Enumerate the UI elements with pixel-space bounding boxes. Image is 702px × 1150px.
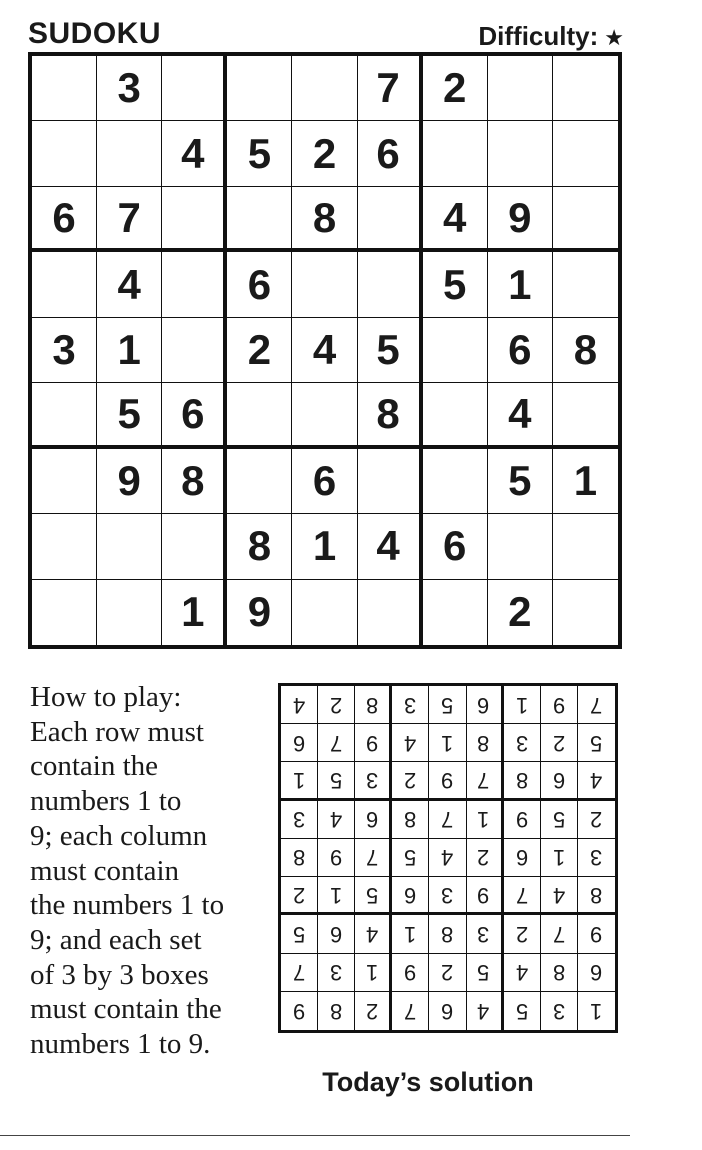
solution-digit: 7 [366,845,379,871]
solution-digit: 8 [590,882,603,908]
solution-digit: 8 [515,768,528,794]
sudoku-cell-r3-c9[interactable] [553,187,618,252]
sudoku-cell-r8-c3[interactable] [162,514,227,579]
solution-digit: 8 [366,692,379,718]
solution-digit: 5 [330,768,343,794]
sudoku-cell-r1-c1[interactable] [32,56,97,121]
sudoku-cell-r9-c9[interactable] [553,580,618,645]
solution-digit: 3 [404,692,417,718]
solution-digit: 9 [441,768,454,794]
solution-cell [392,877,429,915]
solution-cell [429,801,466,839]
solution-cell [355,724,392,762]
solution-digit: 5 [366,882,379,908]
solution-cell [467,762,504,800]
solution-digit: 8 [292,845,306,871]
solution-digit: 1 [330,882,343,908]
sudoku-cell-r8-c2[interactable] [97,514,162,579]
sudoku-cell-r9-c1[interactable] [32,580,97,645]
sudoku-cell-r6-c7[interactable] [423,383,488,448]
solution-cell [541,724,578,762]
solution-digit: 3 [330,960,343,986]
sudoku-cell-r4-c2[interactable]: 4 [97,252,162,317]
sudoku-cell-r7-c4[interactable] [227,449,292,514]
solution-cell [392,801,429,839]
sudoku-cell-r3-c7[interactable]: 4 [423,187,488,252]
solution-cell [392,954,429,992]
solution-digit: 4 [292,692,306,718]
solution-cell [318,686,355,724]
sudoku-cell-r1-c2[interactable]: 3 [97,56,162,121]
solution-cell [355,992,392,1030]
sudoku-cell-r1-c8[interactable] [488,56,553,121]
solution-cell [541,762,578,800]
sudoku-cell-r3-c4[interactable] [227,187,292,252]
instruction-line: contain the [30,750,159,783]
solution-digit: 3 [366,768,379,794]
sudoku-cell-r2-c2[interactable] [97,121,162,186]
bottom-divider [0,1135,630,1136]
solution-cell [504,839,541,877]
solution-cell [318,839,355,877]
sudoku-cell-r2-c8[interactable] [488,121,553,186]
solution-digit: 4 [477,998,490,1024]
solution-cell [467,877,504,915]
solution-cell [318,915,355,953]
solution-digit: 3 [441,882,454,908]
solution-digit: 7 [590,692,603,718]
solution-cell [467,724,504,762]
solution-cell [429,877,466,915]
solution-digit: 1 [477,807,490,833]
sudoku-cell-r3-c2[interactable]: 7 [97,187,162,252]
instruction-line: must contain [30,854,180,887]
solution-digit: 9 [477,882,490,908]
solution-digit: 2 [330,692,343,718]
solution-cell [578,877,615,915]
solution-cell [467,992,504,1030]
solution-digit: 3 [292,807,306,833]
solution-cell [541,839,578,877]
solution-digit: 1 [552,845,565,871]
sudoku-cell-r2-c5[interactable]: 2 [292,121,357,186]
solution-digit: 2 [477,845,490,871]
solution-cell [318,992,355,1030]
sudoku-cell-r9-c6[interactable] [358,580,423,645]
solution-cell [467,686,504,724]
sudoku-cell-r8-c6[interactable]: 4 [358,514,423,579]
solution-digit: 3 [477,921,490,947]
solution-cell [578,992,615,1030]
solution-cell [578,915,615,953]
sudoku-cell-r2-c1[interactable] [32,121,97,186]
sudoku-cell-r7-c5[interactable]: 6 [292,449,357,514]
solution-cell [355,686,392,724]
sudoku-cell-r5-c9[interactable]: 8 [553,318,618,383]
solution-cell [318,762,355,800]
sudoku-cell-r5-c2[interactable]: 1 [97,318,162,383]
solution-digit: 3 [590,845,603,871]
solution-cell [541,954,578,992]
sudoku-cell-r7-c1[interactable] [32,449,97,514]
solution-cell [429,762,466,800]
solution-cell [429,954,466,992]
sudoku-cell-r1-c5[interactable] [292,56,357,121]
solution-cell [504,877,541,915]
solution-digit: 3 [515,730,528,756]
sudoku-cell-r6-c8[interactable]: 4 [488,383,553,448]
instruction-line: 9; and each set [30,923,202,956]
solution-cell [504,992,541,1030]
solution-cell [578,954,615,992]
solution-cell [504,762,541,800]
solution-cell [392,762,429,800]
sudoku-cell-r8-c4[interactable]: 8 [227,514,292,579]
solution-cell [578,762,615,800]
star-icon: ★ [604,26,624,51]
solution-cell [504,686,541,724]
solution-digit: 2 [590,807,603,833]
solution-digit: 5 [515,998,528,1024]
solution-digit: 1 [292,768,306,794]
sudoku-cell-r8-c8[interactable] [488,514,553,579]
solution-cell [578,686,615,724]
solution-cell [467,839,504,877]
solution-cell [281,877,318,915]
sudoku-cell-r7-c2[interactable]: 9 [97,449,162,514]
solution-digit: 8 [404,807,417,833]
sudoku-cell-r4-c4[interactable]: 6 [227,252,292,317]
solution-cell [355,954,392,992]
solution-digit: 6 [404,882,417,908]
instruction-line: 9; each column [30,819,208,852]
instruction-line: numbers 1 to 9. [30,1028,211,1061]
sudoku-cell-r4-c3[interactable] [162,252,227,317]
sudoku-cell-r3-c1[interactable]: 6 [32,187,97,252]
sudoku-cell-r6-c2[interactable]: 5 [97,383,162,448]
sudoku-cell-r5-c4[interactable]: 2 [227,318,292,383]
solution-digit: 2 [404,768,417,794]
solution-cell [281,915,318,953]
sudoku-cell-r2-c3[interactable]: 4 [162,121,227,186]
sudoku-cell-r2-c7[interactable] [423,121,488,186]
sudoku-cell-r8-c1[interactable] [32,514,97,579]
sudoku-cell-r5-c3[interactable] [162,318,227,383]
solution-cell [392,915,429,953]
solution-digit: 9 [515,807,528,833]
solution-cell [578,839,615,877]
sudoku-cell-r1-c3[interactable] [162,56,227,121]
sudoku-cell-r7-c6[interactable] [358,449,423,514]
solution-cell [429,839,466,877]
solution-cell [541,992,578,1030]
difficulty-label: Difficulty: [478,21,599,51]
solution-cell [318,724,355,762]
solution-digit: 6 [477,692,490,718]
solution-digit: 6 [590,960,603,986]
solution-cell [355,762,392,800]
solution-cell [578,724,615,762]
solution-cell [281,801,318,839]
sudoku-cell-r1-c4[interactable] [227,56,292,121]
sudoku-cell-r5-c8[interactable]: 6 [488,318,553,383]
solution-digit: 4 [515,960,528,986]
sudoku-cell-r3-c5[interactable]: 8 [292,187,357,252]
solution-cell [504,724,541,762]
solution-digit: 9 [330,845,343,871]
solution-digit: 4 [330,807,343,833]
sudoku-cell-r9-c8[interactable]: 2 [488,580,553,645]
solution-cell [318,954,355,992]
sudoku-cell-r7-c7[interactable] [423,449,488,514]
sudoku-cell-r7-c8[interactable]: 5 [488,449,553,514]
instruction-line: the numbers 1 to [30,889,225,922]
solution-digit: 5 [590,730,603,756]
sudoku-cell-r6-c6[interactable]: 8 [358,383,423,448]
sudoku-cell-r5-c1[interactable]: 3 [32,318,97,383]
solution-digit: 2 [366,998,379,1024]
solution-digit: 7 [515,882,528,908]
solution-digit: 4 [441,845,454,871]
solution-cell [578,801,615,839]
solution-digit: 7 [404,998,417,1024]
solution-digit: 7 [330,730,343,756]
sudoku-cell-r1-c7[interactable]: 2 [423,56,488,121]
solution-digit: 8 [552,960,565,986]
solution-cell [281,762,318,800]
solution-digit: 2 [441,960,454,986]
solution-cell [429,915,466,953]
sudoku-cell-r5-c5[interactable]: 4 [292,318,357,383]
solution-digit: 2 [552,730,565,756]
solution-digit: 7 [441,807,454,833]
solution-cell [504,954,541,992]
solution-cell [355,801,392,839]
solution-digit: 4 [366,921,379,947]
sudoku-cell-r6-c1[interactable] [32,383,97,448]
solution-digit: 7 [292,960,306,986]
solution-digit: 6 [366,807,379,833]
solution-digit: 9 [366,730,379,756]
solution-digit: 9 [590,921,603,947]
solution-digit: 4 [590,768,603,794]
page-title: SUDOKU [28,17,162,50]
instruction-line: How to play: [30,681,182,713]
sudoku-cell-r5-c6[interactable]: 5 [358,318,423,383]
solution-digit: 4 [552,882,565,908]
instruction-line: Each row must [30,715,204,748]
solution-cell [392,992,429,1030]
sudoku-cell-r6-c3[interactable]: 6 [162,383,227,448]
how-to-play-instructions [30,680,270,1062]
solution-digit: 4 [404,730,417,756]
sudoku-cell-r5-c7[interactable] [423,318,488,383]
sudoku-grid [28,52,622,649]
solution-digit: 1 [441,730,454,756]
solution-cell [318,877,355,915]
sudoku-cell-r9-c2[interactable] [97,580,162,645]
solution-cell [541,915,578,953]
sudoku-cell-r2-c9[interactable] [553,121,618,186]
sudoku-cell-r6-c4[interactable] [227,383,292,448]
solution-cell [318,801,355,839]
solution-digit: 6 [292,730,306,756]
solution-digit: 2 [515,921,528,947]
sudoku-cell-r6-c5[interactable] [292,383,357,448]
solution-digit: 5 [292,921,306,947]
solution-cell [392,839,429,877]
solution-digit: 9 [292,998,306,1024]
solution-digit: 8 [441,921,454,947]
solution-digit: 6 [330,921,343,947]
sudoku-cell-r4-c5[interactable] [292,252,357,317]
sudoku-cell-r4-c8[interactable]: 1 [488,252,553,317]
sudoku-cell-r9-c4[interactable]: 9 [227,580,292,645]
sudoku-cell-r2-c4[interactable]: 5 [227,121,292,186]
instruction-line: of 3 by 3 boxes [30,958,209,991]
solution-cell [392,724,429,762]
sudoku-cell-r7-c3[interactable]: 8 [162,449,227,514]
solution-cell [281,724,318,762]
sudoku-cell-r1-c6[interactable]: 7 [358,56,423,121]
solution-digit: 5 [404,845,417,871]
solution-cell [281,686,318,724]
sudoku-cell-r9-c3[interactable]: 1 [162,580,227,645]
solution-cell [504,915,541,953]
solution-cell [281,954,318,992]
solution-digit: 5 [441,692,454,718]
solution-grid [278,683,618,1033]
solution-caption: Today’s solution [322,1067,534,1097]
solution-digit: 8 [330,998,343,1024]
solution-digit: 6 [441,998,454,1024]
sudoku-cell-r2-c6[interactable]: 6 [358,121,423,186]
solution-cell [541,877,578,915]
solution-cell [467,954,504,992]
solution-cell [429,686,466,724]
solution-digit: 1 [515,692,528,718]
sudoku-cell-r8-c7[interactable]: 6 [423,514,488,579]
instruction-line: must contain the [30,993,222,1026]
solution-cell [541,801,578,839]
solution-cell [541,686,578,724]
solution-cell [392,686,429,724]
solution-cell [467,915,504,953]
sudoku-cell-r1-c9[interactable] [553,56,618,121]
instruction-line: numbers 1 to [30,785,182,818]
sudoku-cell-r4-c6[interactable] [358,252,423,317]
solution-cell [429,724,466,762]
sudoku-cell-r9-c7[interactable] [423,580,488,645]
solution-cell [281,839,318,877]
sudoku-cell-r8-c5[interactable]: 1 [292,514,357,579]
solution-digit: 5 [477,960,490,986]
sudoku-cell-r9-c5[interactable] [292,580,357,645]
solution-digit: 1 [366,960,379,986]
solution-digit: 1 [404,921,417,947]
solution-digit: 9 [404,960,417,986]
sudoku-cell-r4-c9[interactable] [553,252,618,317]
solution-digit: 7 [552,921,565,947]
solution-digit: 5 [552,807,565,833]
sudoku-cell-r4-c7[interactable]: 5 [423,252,488,317]
sudoku-cell-r8-c9[interactable] [553,514,618,579]
solution-digit: 6 [515,845,528,871]
sudoku-cell-r3-c8[interactable]: 9 [488,187,553,252]
solution-digit: 2 [292,882,306,908]
sudoku-cell-r3-c3[interactable] [162,187,227,252]
sudoku-cell-r6-c9[interactable] [553,383,618,448]
solution-cell [355,877,392,915]
solution-digit: 1 [590,998,603,1024]
solution-cell [429,992,466,1030]
solution-cell [355,839,392,877]
solution-digit: 8 [477,730,490,756]
sudoku-cell-r7-c9[interactable]: 1 [553,449,618,514]
sudoku-cell-r4-c1[interactable] [32,252,97,317]
solution-digit: 6 [552,768,565,794]
solution-digit: 9 [552,692,565,718]
sudoku-cell-r3-c6[interactable] [358,187,423,252]
solution-cell [467,801,504,839]
solution-cell [504,801,541,839]
solution-digit: 7 [477,768,490,794]
solution-cell [355,915,392,953]
solution-digit: 3 [552,998,565,1024]
solution-cell [281,992,318,1030]
